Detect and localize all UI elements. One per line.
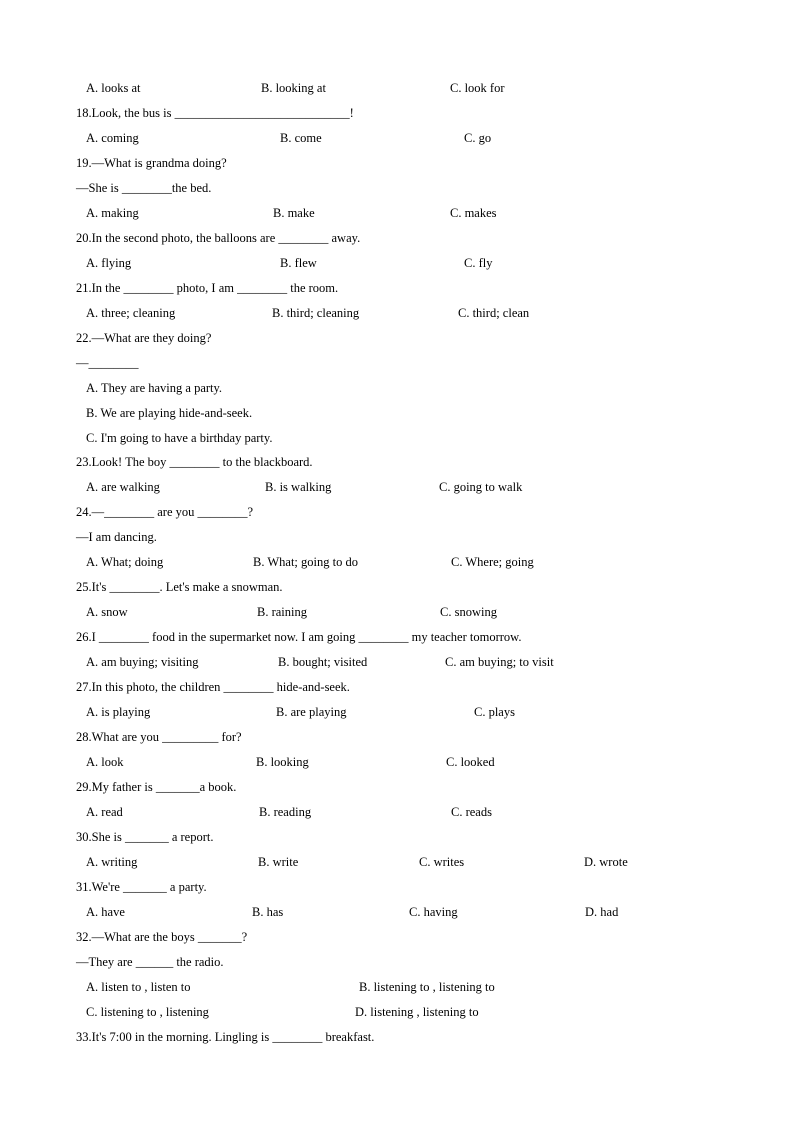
q28-option-c[interactable]: C. looked [446,755,495,769]
q25-option-b[interactable]: B. raining [257,605,307,619]
q22-option-a[interactable]: A. They are having a party. [86,381,223,395]
q30-option-d[interactable]: D. wrote [584,855,628,869]
q27-option-c[interactable]: C. plays [474,705,515,719]
q23-option-a[interactable]: A. are walking [86,480,160,494]
question-31-stem: 31.We're _______ a party. [76,880,207,894]
question-22-stem: 22.—What are they doing? [76,331,212,345]
q32-option-c[interactable]: C. listening to , listening [86,1005,209,1019]
q25-option-c[interactable]: C. snowing [440,605,497,619]
q26-option-a[interactable]: A. am buying; visiting [86,655,199,669]
q29-option-a[interactable]: A. read [86,805,123,819]
question-22-answer: —________ [76,356,139,370]
q27-option-a[interactable]: A. is playing [86,705,151,719]
question-26-stem: 26.I ________ food in the supermarket now. I am going ________ my teacher tomorrow. [76,630,522,644]
q20-option-b[interactable]: B. flew [280,256,317,270]
q28-option-b[interactable]: B. looking [256,755,309,769]
q26-option-c[interactable]: C. am buying; to visit [445,655,554,669]
question-33-stem: 33.It's 7:00 in the morning. Lingling is ________ breakfast. [76,1030,375,1044]
question-24-stem: 24.—________ are you ________? [76,505,254,519]
q31-option-a[interactable]: A. have [86,905,125,919]
q18-option-b[interactable]: B. come [280,131,322,145]
q29-option-b[interactable]: B. reading [259,805,312,819]
q31-option-c[interactable]: C. having [409,905,458,919]
q21-option-b[interactable]: B. third; cleaning [272,306,360,320]
q31-option-d[interactable]: D. had [585,905,619,919]
q18-option-c[interactable]: C. go [464,131,492,145]
question-23-stem: 23.Look! The boy ________ to the blackboard. [76,455,313,469]
q18-option-a[interactable]: A. coming [86,131,139,145]
q20-option-c[interactable]: C. fly [464,256,493,270]
question-27-stem: 27.In this photo, the children ________ hide-and-seek. [76,680,350,694]
question-25-stem: 25.It's ________. Let's make a snowman. [76,580,283,594]
q24-option-c[interactable]: C. Where; going [451,555,534,569]
q23-option-c[interactable]: C. going to walk [439,480,523,494]
q20-option-a[interactable]: A. flying [86,256,132,270]
q21-option-c[interactable]: C. third; clean [458,306,530,320]
question-29-stem: 29.My father is _______a book. [76,780,237,794]
question-28-stem: 28.What are you _________ for? [76,730,242,744]
question-19-stem: 19.—What is grandma doing? [76,156,227,170]
q32-option-b[interactable]: B. listening to , listening to [359,980,495,994]
q25-option-a[interactable]: A. snow [86,605,128,619]
q23-option-b[interactable]: B. is walking [265,480,332,494]
q29-option-c[interactable]: C. reads [451,805,492,819]
question-30-stem: 30.She is _______ a report. [76,830,214,844]
option-b[interactable]: B. looking at [261,81,326,95]
question-32-answer: —They are ______ the radio. [76,955,224,969]
q32-option-d[interactable]: D. listening , listening to [355,1005,479,1019]
question-24-answer: —I am dancing. [76,530,157,544]
q27-option-b[interactable]: B. are playing [276,705,347,719]
q19-option-a[interactable]: A. making [86,206,139,220]
q19-option-c[interactable]: C. makes [450,206,497,220]
q24-option-a[interactable]: A. What; doing [86,555,164,569]
option-c[interactable]: C. look for [450,81,505,95]
q32-option-a[interactable]: A. listen to , listen to [86,980,191,994]
question-19-answer: —She is ________the bed. [76,181,212,195]
q22-option-c[interactable]: C. I'm going to have a birthday party. [86,431,273,445]
q30-option-a[interactable]: A. writing [86,855,138,869]
option-a[interactable]: A. looks at [86,81,141,95]
q21-option-a[interactable]: A. three; cleaning [86,306,176,320]
q22-option-b[interactable]: B. We are playing hide-and-seek. [86,406,253,420]
question-18-stem: 18.Look, the bus is ____________________________! [76,106,354,120]
q19-option-b[interactable]: B. make [273,206,315,220]
question-32-stem: 32.—What are the boys _______? [76,930,248,944]
q28-option-a[interactable]: A. look [86,755,124,769]
q26-option-b[interactable]: B. bought; visited [278,655,368,669]
question-20-stem: 20.In the second photo, the balloons are ________ away. [76,231,361,245]
question-21-stem: 21.In the ________ photo, I am ________ the room. [76,281,339,295]
q24-option-b[interactable]: B. What; going to do [253,555,358,569]
q30-option-b[interactable]: B. write [258,855,299,869]
q30-option-c[interactable]: C. writes [419,855,465,869]
q31-option-b[interactable]: B. has [252,905,284,919]
